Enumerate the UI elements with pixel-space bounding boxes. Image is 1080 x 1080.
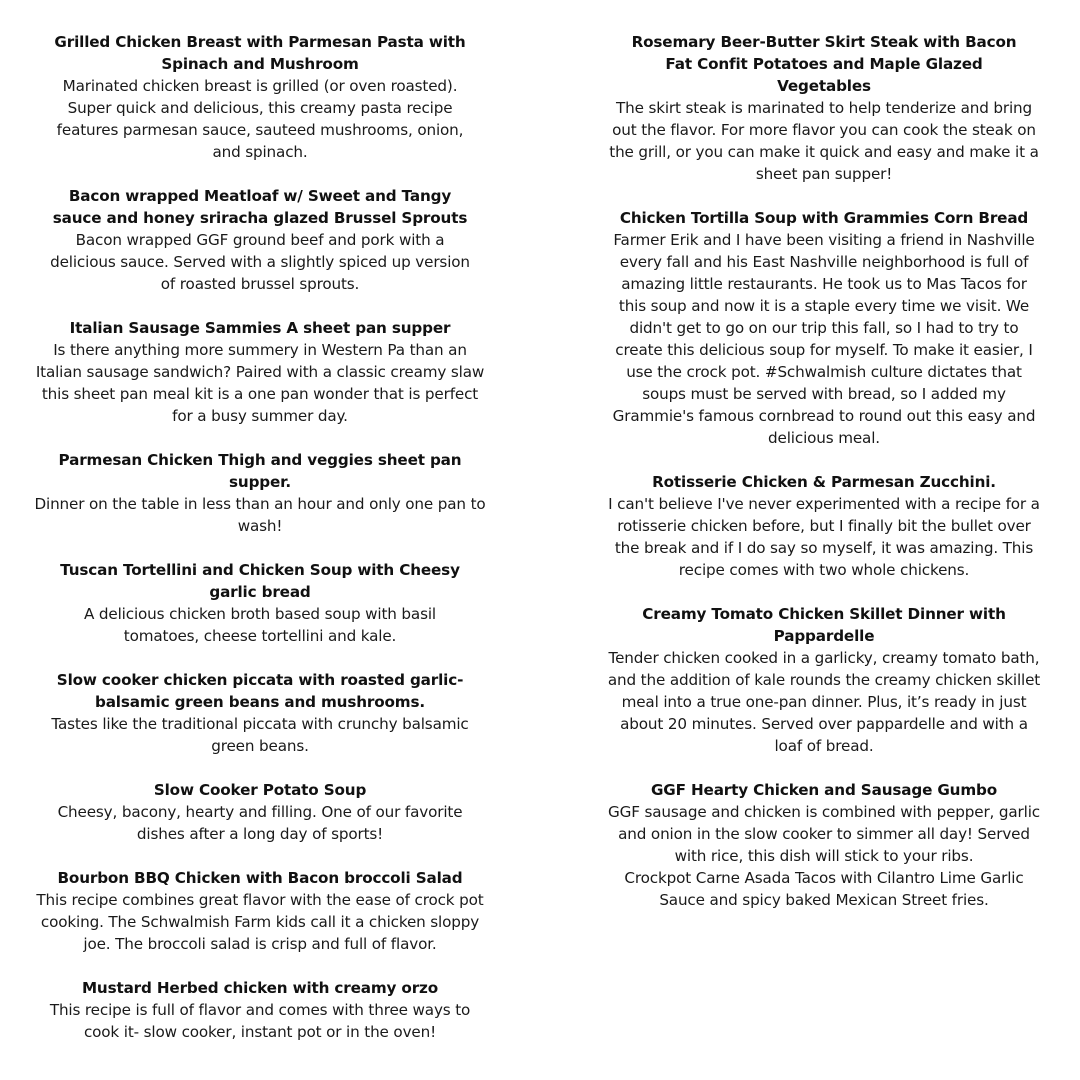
recipe-item [32, 779, 488, 845]
recipe-item [606, 779, 1042, 911]
recipe-description: The skirt steak is marinated to help tenderize and bring out the flavor. For more flavor you can cook the steak on the grill, or you can make it quick and easy and make it a sheet pan supper! [609, 99, 1039, 183]
recipe-extra-line: Crockpot Carne Asada Tacos with Cilantro Lime Garlic Sauce and spicy baked Mexican Street fries. [624, 869, 1024, 909]
recipe-item [32, 867, 488, 955]
recipe-description: A delicious chicken broth based soup with basil tomatoes, cheese tortellini and kale. [84, 605, 436, 645]
recipe-item [32, 185, 488, 295]
recipe-title: Rosemary Beer-Butter Skirt Steak with Bacon Fat Confit Potatoes and Maple Glazed Vegetables [631, 33, 1017, 95]
recipe-title: Bacon wrapped Meatloaf w/ Sweet and Tangy sauce and honey sriracha glazed Brussel Sprouts [52, 187, 468, 227]
recipe-item [606, 471, 1042, 581]
recipe-title: Chicken Tortilla Soup with Grammies Corn Bread [619, 209, 1029, 227]
recipe-description: Cheesy, bacony, hearty and filling. One of our favorite dishes after a long day of sports! [57, 803, 463, 843]
recipe-description: GGF sausage and chicken is combined with pepper, garlic and onion in the slow cooker to simmer all day! Served with rice, this dish will stick to your ribs. [608, 803, 1040, 865]
recipe-title: Bourbon BBQ Chicken with Bacon broccoli Salad [57, 869, 463, 887]
recipe-description: Is there anything more summery in Western Pa than an Italian sausage sandwich? Paired with a classic creamy slaw this sheet pan meal kit is a one pan wonder that is perfect for a busy summer day. [35, 341, 485, 425]
recipe-description: This recipe is full of flavor and comes with three ways to cook it- slow cooker, instant pot or in the oven! [49, 1001, 471, 1041]
recipe-item [32, 669, 488, 757]
recipe-item [32, 31, 488, 163]
recipe-description: This recipe combines great flavor with the ease of crock pot cooking. The Schwalmish Farm kids call it a chicken sloppy joe. The broccoli salad is crisp and full of flavor. [36, 891, 484, 953]
recipe-item [32, 559, 488, 647]
recipe-title: Parmesan Chicken Thigh and veggies sheet pan supper. [58, 451, 462, 491]
recipe-description: Marinated chicken breast is grilled (or oven roasted). Super quick and delicious, this creamy pasta recipe features parmesan sauce, sauteed mushrooms, onion, and spinach. [56, 77, 464, 161]
recipe-title: Italian Sausage Sammies A sheet pan supper [69, 319, 451, 337]
recipe-title: Slow Cooker Potato Soup [153, 781, 367, 799]
recipe-title: Tuscan Tortellini and Chicken Soup with Cheesy garlic bread [60, 561, 460, 601]
recipe-description: Bacon wrapped GGF ground beef and pork with a delicious sauce. Served with a slightly spiced up version of roasted brussel sprouts. [50, 231, 470, 293]
recipe-item [606, 603, 1042, 757]
recipe-description: Dinner on the table in less than an hour and only one pan to wash! [34, 495, 486, 535]
recipe-item [32, 977, 488, 1043]
recipe-item [32, 449, 488, 537]
right-recipe-column [606, 31, 1042, 933]
recipe-item [606, 207, 1042, 449]
recipe-title: Grilled Chicken Breast with Parmesan Pasta with Spinach and Mushroom [54, 33, 466, 73]
recipe-description: Tender chicken cooked in a garlicky, creamy tomato bath, and the addition of kale rounds the creamy chicken skillet meal into a true one-pan dinner. Plus, it’s ready in just about 20 minutes. Served over pappardelle and with a loaf of bread. [607, 649, 1041, 755]
recipe-title: GGF Hearty Chicken and Sausage Gumbo [650, 781, 998, 799]
recipe-title: Rotisserie Chicken & Parmesan Zucchini. [652, 473, 996, 491]
left-recipe-column [32, 31, 488, 1065]
recipe-title: Slow cooker chicken piccata with roasted garlic-balsamic green beans and mushrooms. [56, 671, 464, 711]
recipe-item [32, 317, 488, 427]
recipe-title: Creamy Tomato Chicken Skillet Dinner with Pappardelle [642, 605, 1006, 645]
recipe-item [606, 31, 1042, 185]
recipe-description: Tastes like the traditional piccata with crunchy balsamic green beans. [51, 715, 469, 755]
recipe-title: Mustard Herbed chicken with creamy orzo [81, 979, 439, 997]
recipe-description: I can't believe I've never experimented with a recipe for a rotisserie chicken before, but I finally bit the bullet over the break and if I do say so myself, it was amazing. This recipe comes with two whole chickens. [608, 495, 1040, 579]
recipe-description: Farmer Erik and I have been visiting a friend in Nashville every fall and his East Nashville neighborhood is full of amazing little restaurants. He took us to Mas Tacos for this soup and now it is a staple every time we visit. We didn't get to go on our trip this fall, so I had to try to create this delicious soup for myself. To make it easier, I use the crock pot. #Schwalmish culture dictates that soups must be served with bread, so I added my Grammie's famous cornbread to round out this easy and delicious meal. [612, 231, 1036, 447]
